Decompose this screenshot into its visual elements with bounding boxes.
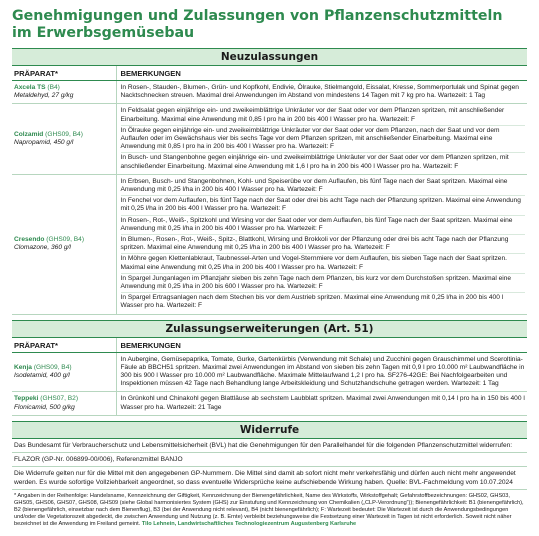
active-ingredient: Clomazone, 360 g/l (14, 244, 71, 252)
product-name: Teppeki (14, 395, 39, 403)
remark-line: In Blumen-, Rosen-, Rot-, Weiß-, Spitz-, Blattkohl, Wirsing und Brokkoli vor der Pflanzung oder drei bis acht Tage nach der Pflanzung spritzen. Maximal eine Anwendung mit 0,25 l/ha in 200 bis 400 l Wasser pro ha. Wartezeit: F (121, 234, 526, 253)
product-name: Axcela TS (14, 84, 46, 91)
table-row (12, 81, 527, 104)
remark-line: In Busch- und Stangenbohne gegen einjährige ein- und zweikeimblättrige Unkräuter vor der Saat oder vor dem Pflanzen spritzen, mit anschließender Einarbeitung. Maximal eine Anwendung mit 1,6 l pro ha in 200 bis 400 l Wasser pro ha. Wartezeit: F (121, 152, 526, 171)
table-row (12, 104, 527, 174)
product-classification: (GHS09, B4) (33, 363, 72, 371)
remark-line: In Möhre gegen Klettenlabkraut, Taubnessel-Arten und Vogel-Sternmiere vor dem Auflaufen, bis sieben Tage nach der Saat spritzen. Maximal eine Anwendung mit 0,25 l/ha in 200 bis 400 l Wasser pro ha. Wartezeit: F (121, 253, 526, 272)
section-heading-neuzulassungen: Neuzulassungen (12, 48, 527, 66)
praeparat-cell (12, 104, 116, 174)
footnote-text: * Angaben in der Reihenfolge: Handelsname, Kennzeichnung der Giftigkeit, Kennzeichnung der Bienengefährlichkeit, Name des Wirkstoffs, Wirkstoffgehalt; Gefahrstoffbezeichnungen: GHS02, GHS03, GHS05, GHS06, GHS07, GHS08, GHS09 (siehe Global harmonisiertes System (GHS) zur Einstufung und Kennzeichnung von Chemikalien („CLP-Verordnung“)); Bienengefährlichkeit: B1 (bienengefährlich), B2 (bienengefährlich, einsetzbar nach dem Bienenflug), B3 (bei der Anwendung nicht relevant), B4 (nicht bienengefährlich); F: Wartezeit bedeutet: Die Wartezeit ist durch die Anwendungsbedingungen und/oder die Vegetationszeit abgedeckt, die zwischen Anwendung und Nutzung (z. B. Ernte) verbleibt beziehungsweise die Festsetzung einer Wartezeit in Tagen ist nicht erforderlich. Soweit nicht näher bezeichnet ist die Anwendung im Freiland gemeint. (14, 492, 524, 527)
footnote (12, 490, 527, 528)
praeparat-cell (12, 81, 116, 104)
active-ingredient: Isodetamid, 400 g/l (14, 372, 70, 380)
bemerkungen-cell (116, 392, 527, 415)
table-row (12, 392, 527, 415)
product-classification: (B4) (47, 84, 60, 91)
product-name: Colzamid (14, 130, 44, 138)
column-header-praeparat: PRÄPARAT* (12, 66, 116, 81)
bemerkungen-cell (116, 174, 527, 314)
remark-line: In Spargel Ertragsanlagen nach dem Stechen bis vor dem Austrieb spritzen. Maximal eine Anwendung mit 0,25 l/ha in 200 bis 400 l Wasser pro ha. Wartezeit: F (121, 292, 526, 311)
remark-line: In Aubergine, Gemüsepaprika, Tomate, Gurke, Gartenkürbis (Verwendung mit Schale) und Zucchini gegen Grauschimmel und Sceroltinia-Fäule ab BBCH51 spritzen. Maximal zwei Anwendungen im Abstand von sieben bis zehn Tagen mit 0,9 l pro 10.000 m² Laubwandfläche in 300 bis 900 l Wasser pro 10.000 m² Laubwandfläche. Maximale Mittelaufwand 1,2 l pro ha. SF276-42GE: Bei Nachfolgearbeiten und Inspektionen müssen 42 Tage nach Behandlung lange Arbeitskleidung und Schutzhandschuhe getragen werden. Wartezeit: 1 Tag (120, 355, 525, 388)
product-classification: (GHS07, B2) (40, 395, 79, 403)
widerrufe-item: FLAZOR (GP-Nr. 006899-00/006), Referenzmittel BANJO (12, 453, 527, 467)
bemerkungen-cell (116, 104, 527, 174)
active-ingredient: Metaldehyd, 27 g/kg (14, 92, 74, 100)
product-name: Cresendo (14, 236, 45, 244)
bemerkungen-cell (116, 81, 527, 104)
remark-line: In Erbsen, Busch- und Stangenbohnen, Kohl- und Speiserübe vor dem Auflaufen, bis fünf Tage nach der Saat spritzen. Maximal eine Anwendung mit 0,25 l/ha in 200 bis 400 l Wasser pro ha. Wartezeit: F (120, 177, 508, 194)
remark-line: In Grünkohl und Chinakohl gegen Blattläuse ab sechstem Laubblatt spritzen. Maximal zwei Anwendungen mit 0,14 l pro ha in 150 bis 400 l Wasser pro ha. Wartezeit: 21 Tage (120, 395, 525, 411)
zulassungserweiterungen-body (12, 352, 527, 415)
praeparat-cell (12, 352, 116, 392)
remark-line: In Ölrauke gegen einjährige ein- und zweikeimblättrige Unkräuter vor der Saat oder vor dem Pflanzen, nach der Saat und vor dem Auflaufen oder im Gewächshaus vier bis sechs Tage vor dem Pflanzen spritzen, mit anschließender Einarbeitung. Maximal eine Anwendung mit 0,85 l pro ha in 200 bis 400 l Wasser pro ha. Wartezeit: F (121, 125, 526, 153)
product-name: Kenja (14, 363, 32, 371)
remark-line: In Rosen-, Stauden-, Blumen-, Grün- und Kopfkohl, Endivie, Ölrauke, Stielmangold, Eissalat, Kresse, Sommerportulak und Spinat gegen Nacktschnecken streuen. Maximal drei Anwendungen im Abstand von mindestens 14 Tagen mit 7 kg pro ha. Wartezeit: 1 Tag (120, 84, 519, 100)
widerrufe-note: Die Widerrufe gelten nur für die Mittel mit den angegebenen GP-Nummern. Die Mittel sind damit ab sofort nicht mehr verkehrsfähig und dürfen auch nicht mehr angewendet werden. Es wurde sofortige Vollziehbarkeit angeordnet, so dass eventuelle Widersprüche keine aufschiebende Wirkung haben. Quelle: BVL-Fachmeldung vom 10.07.2024 (12, 467, 527, 489)
column-header-bemerkungen: BEMERKUNGEN (116, 66, 527, 81)
remark-line: In Fenchel vor dem Auflaufen, bis fünf Tage nach der Saat oder drei bis acht Tage nach der Pflanzung spritzen. Maximal eine Anwendung mit 0,25 l/ha in 200 bis 400 l Wasser pro ha. Wartezeit: F (121, 195, 526, 214)
praeparat-cell (12, 392, 116, 415)
bemerkungen-cell (116, 352, 527, 392)
remark-line: In Feldsalat gegen einjährige ein- und zweikeimblättrige Unkräuter vor der Saat oder vor dem Pflanzen spritzen, mit anschließender Einarbeitung. Maximal eine Anwendung mit 0,85 l pro ha in 200 bis 400 l Wasser pro ha. Wartezeit: F (120, 107, 505, 123)
neuzulassungen-body (12, 81, 527, 315)
zulassungserweiterungen-table (12, 338, 527, 416)
author-credit: Tilo Lehnein, Landwirtschaftliches Technologiezentrum Augustenberg Karlsruhe (141, 520, 357, 527)
page-title: Genehmigungen und Zulassungen von Pflanzenschutzmitteln im Erwerbsgemüsebau (12, 8, 503, 41)
active-ingredient: Flonicamid, 500 g/kg (14, 403, 75, 411)
active-ingredient: Napropamid, 450 g/l (14, 139, 74, 147)
product-classification: (GHS09, B4) (46, 236, 85, 244)
widerrufe-intro: Das Bundesamt für Verbraucherschutz und Lebensmittelsicherheit (BVL) hat die Genehmigungen für den Parallelhandel für die folgenden Pflanzenschutzmittel widerrufen: (12, 439, 527, 453)
section-heading-widerrufe: Widerrufe (12, 421, 527, 439)
praeparat-cell (12, 174, 116, 314)
product-classification: (GHS09, B4) (45, 130, 83, 138)
remark-line: In Spargel Junganlagen im Pflanzjahr sieben bis zehn Tage nach dem Pflanzen, bis kurz vor dem Durchstoßen spritzen. Maximal eine Anwendung mit 0,25 l/ha in 200 bis 600 l Wasser pro ha. Wartezeit: F (121, 273, 526, 292)
table-header-row (12, 66, 527, 81)
column-header-bemerkungen: BEMERKUNGEN (116, 338, 527, 353)
neuzulassungen-table (12, 66, 527, 315)
table-header-row (12, 338, 527, 353)
section-heading-zulassungserweiterungen: Zulassungserweiterungen (Art. 51) (12, 320, 527, 338)
column-header-praeparat: PRÄPARAT* (12, 338, 116, 353)
table-row (12, 174, 527, 314)
table-row (12, 352, 527, 392)
remark-line: In Rosen-, Rot-, Weiß-, Spitzkohl und Wirsing vor der Saat oder vor dem Auflaufen, bis fünf Tage nach der Saat spritzen. Maximal eine Anwendung mit 0,25 l/ha in 200 bis 400 l Wasser pro ha. Wartezeit: F (121, 215, 526, 234)
